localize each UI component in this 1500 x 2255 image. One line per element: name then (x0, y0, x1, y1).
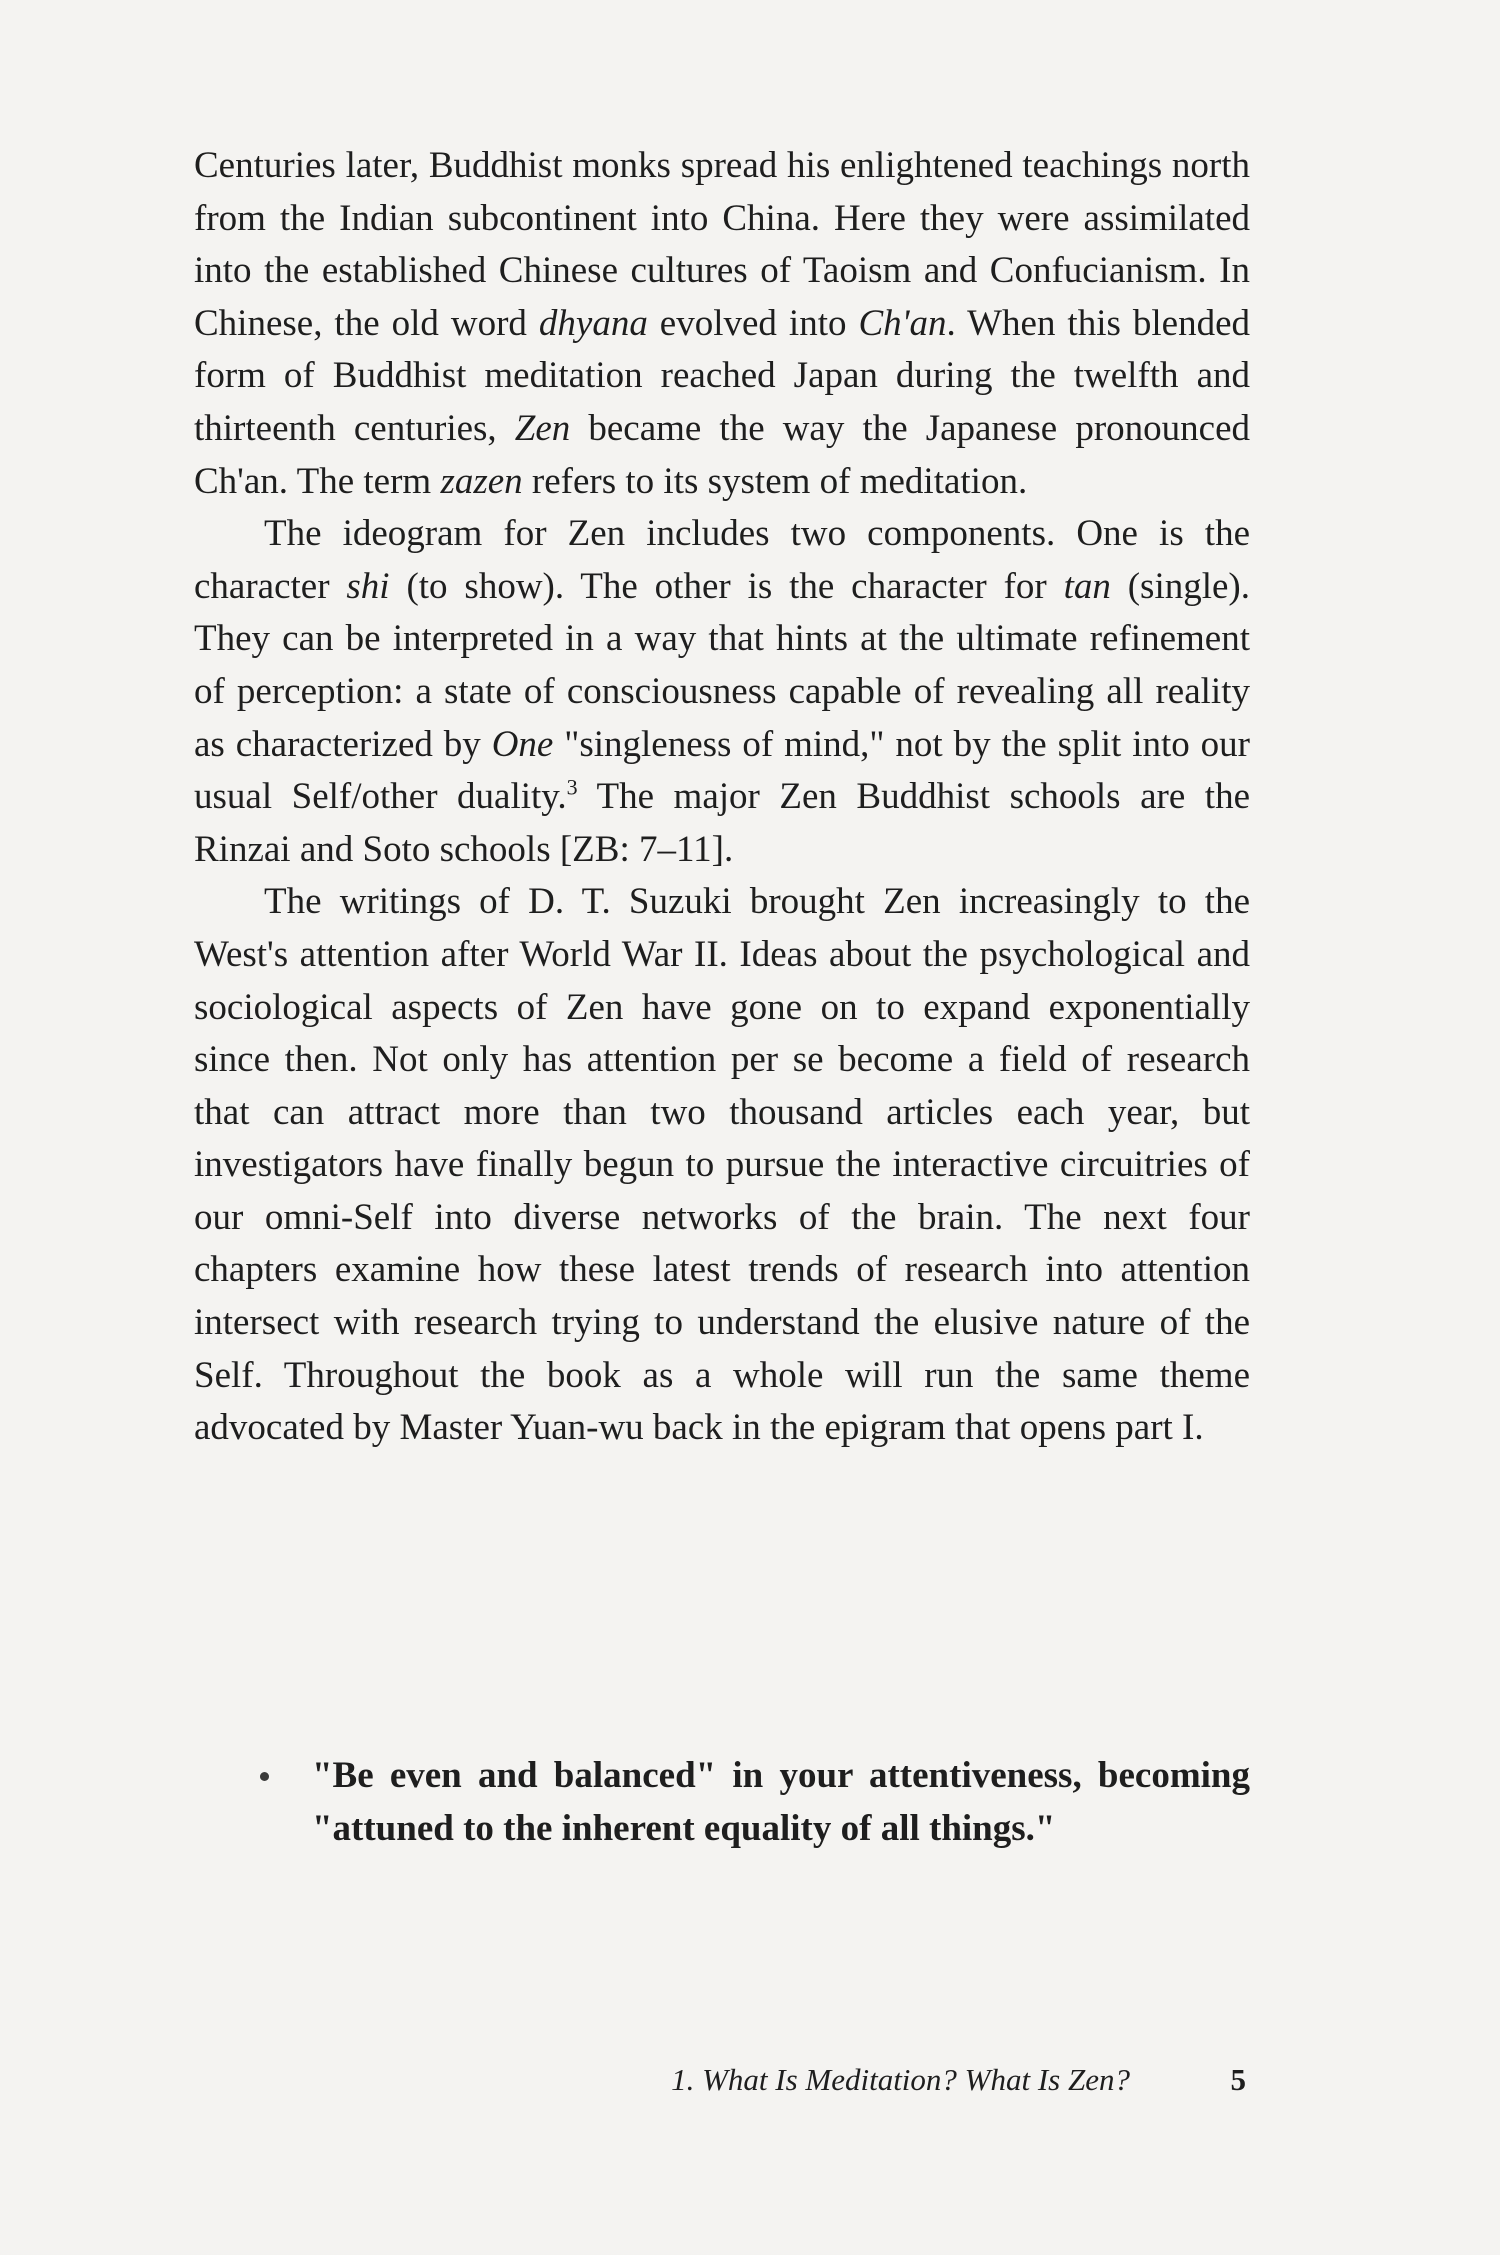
italic-term: tan (1063, 565, 1111, 607)
footnote-reference[interactable]: 3 (566, 774, 578, 800)
paragraph-1-text: refers to its system of meditation. (522, 460, 1028, 502)
paragraph-1-text: became the way the Japanese pronounced Ch'an. The term (194, 407, 1250, 502)
paragraph-1-text: evolved into (647, 302, 859, 344)
bullet-icon (260, 1772, 269, 1781)
paragraph-3-text: The writings of D. T. Suzuki brought Zen increasingly to the West's attention after World War II. Ideas about the psychological and sociological aspects of Zen have gone on to expand exponentially since then. Not only has attention per se become a field of research that can attract more than two thousand articles each year, but investigators have finally begun to pursue the interactive circuitries of our omni-Self into diverse networks of the brain. The next four chapters examine how these latest trends of research into attention intersect with research trying to understand the elusive nature of the Self. Throughout the book as a whole will run the same theme advocated by Master Yuan-wu back in the epigram that opens part I. (194, 881, 1250, 1449)
bullet-text: "Be even and balanced" in your attentiveness, becoming "attuned to the inherent equality of all things." (312, 1755, 1250, 1849)
italic-term: dhyana (538, 302, 648, 344)
italic-term: shi (346, 565, 390, 607)
italic-term: One (491, 723, 554, 765)
paragraph-2-text: "singleness of mind," not by the split into our usual Self/other duality. (194, 723, 1250, 818)
italic-term: Ch'an (858, 302, 947, 344)
paragraph-2-text: (single). They can be interpreted in a way that hints at the ultimate refinement of perception: a state of consciousness capable of revealing all reality as characterized by (194, 565, 1250, 765)
paragraph-2 (194, 508, 1250, 876)
paragraph-1-text: Centuries later, Buddhist monks spread his enlightened teachings north from the Indian subcontinent into China. Here they were assimilated into the established Chinese cultures of Taoism and Confucianism. In Chinese, the old word (194, 145, 1250, 344)
paragraph-2-text: The major Zen Buddhist schools are the Rinzai and Soto schools [ZB: 7–11]. (194, 776, 1250, 870)
paragraph-1 (194, 140, 1250, 508)
running-head: 1. What Is Meditation? What Is Zen? (671, 2062, 1130, 2097)
page-body (194, 140, 1250, 1455)
page-footer (600, 2062, 1250, 2112)
bullet-point (194, 1750, 1250, 1855)
page-number: 5 (1230, 2062, 1246, 2097)
paragraph-1-text: . When this blended form of Buddhist meditation reached Japan during the twelfth and thirteenth centuries, (194, 302, 1250, 449)
italic-term: zazen (440, 460, 523, 502)
italic-term: Zen (514, 407, 571, 449)
paragraph-3 (194, 876, 1250, 1455)
paragraph-2-text: The ideogram for Zen includes two components. One is the character (194, 513, 1250, 607)
paragraph-2-text: (to show). The other is the character for (389, 565, 1064, 607)
